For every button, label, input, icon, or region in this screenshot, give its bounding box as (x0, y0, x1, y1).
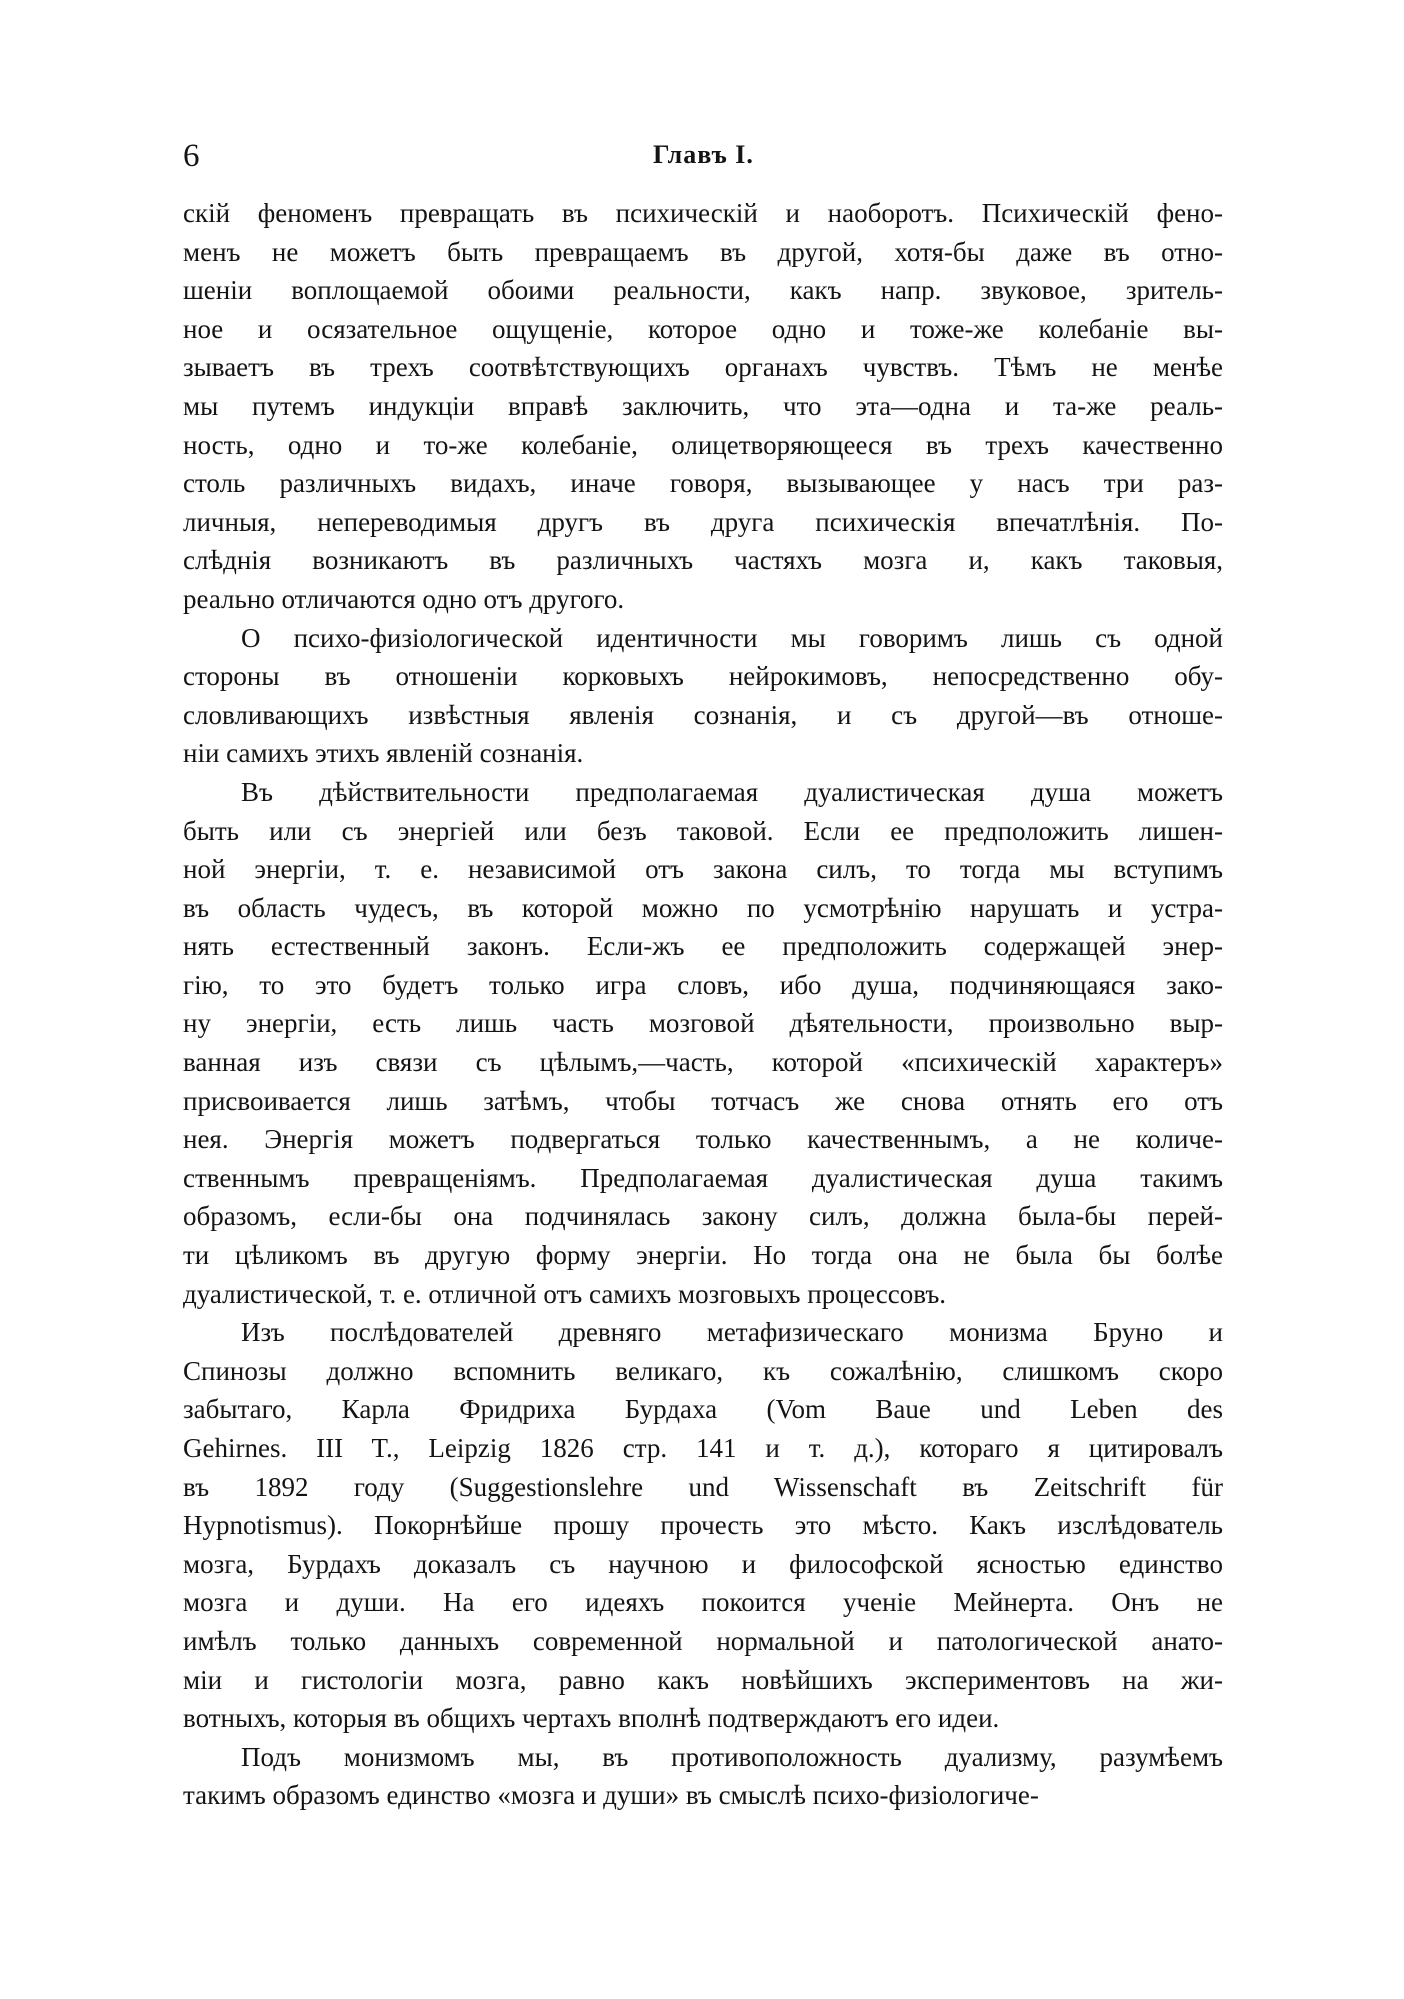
text-line: присвоивается лишь затѣмъ, чтобы тотчасъ же снова отнять его отъ (183, 1085, 1223, 1116)
text-line: ти цѣликомъ въ другую форму энергіи. Но тогда она не была бы болѣе (183, 1240, 1223, 1271)
text-line: въ 1892 году (Suggestionslehre und Wissenschaft въ Zeitschrift für (183, 1471, 1223, 1502)
text-line: мозга, Бурдахъ доказалъ съ научною и философской ясностью единство (183, 1548, 1223, 1579)
text-line: менъ не можетъ быть превращаемъ въ другой, хотя-бы даже въ отно- (183, 236, 1223, 267)
text-line: словливающихъ извѣстныя явленія сознанія, и съ другой—въ отноше- (183, 699, 1223, 730)
text-line: скій феноменъ превращать въ психическій и наоборотъ. Психическій фено- (183, 198, 1223, 228)
page-header (183, 130, 1223, 180)
text-line: ванная изъ связи съ цѣлымъ,—часть, которой «психическій характеръ» (183, 1047, 1223, 1078)
body-text (183, 194, 1223, 1815)
text-line: вотныхъ, которыя въ общихъ чертахъ вполнѣ подтверждаютъ его идеи. (183, 1703, 1000, 1734)
text-line: Спинозы должно вспомнить великаго, къ сожалѣнію, слишкомъ скоро (183, 1355, 1223, 1386)
text-line: Hypnotismus). Покорнѣйше прошу прочесть это мѣсто. Какъ изслѣдователь (183, 1510, 1223, 1541)
text-line: мы путемъ индукціи вправѣ заключить, что эта—одна и та-же реаль- (183, 390, 1223, 421)
text-line: имѣлъ только данныхъ современной нормальной и патологической анато- (183, 1625, 1223, 1656)
text-line: ніи самихъ этихъ явленій сознанія. (183, 738, 584, 769)
text-line: Въ дѣйствительности предполагаемая дуалистическая душа можетъ (241, 776, 1223, 807)
text-line: Подъ монизмомъ мы, въ противоположность дуализму, разумѣемъ (241, 1741, 1223, 1772)
page-number: 6 (183, 138, 200, 174)
text-line: образомъ, если-бы она подчинялась закону силъ, должна была-бы перей- (183, 1201, 1223, 1232)
text-line: ственнымъ превращеніямъ. Предполагаемая дуалистическая душа такимъ (183, 1162, 1223, 1193)
text-line: ное и осязательное ощущеніе, которое одно и тоже-же колебаніе вы- (183, 313, 1223, 344)
text-line: Изъ послѣдователей древняго метафизическаго монизма Бруно и (241, 1317, 1223, 1348)
text-line: столь различныхъ видахъ, иначе говоря, вызывающее у насъ три раз- (183, 468, 1223, 499)
text-line: міи и гистологіи мозга, равно какъ новѣйшихъ экспериментовъ на жи- (183, 1664, 1223, 1695)
paragraph (183, 1738, 1223, 1815)
text-line: реально отличаются одно отъ другого. (183, 583, 625, 614)
text-line: личныя, непереводимыя другъ въ друга психическія впечатлѣнія. По- (183, 506, 1223, 537)
text-line: ной энергіи, т. е. независимой отъ закона силъ, то тогда мы вступимъ (183, 854, 1223, 885)
text-line: зываетъ въ трехъ соотвѣтствующихъ органахъ чувствъ. Тѣмъ не менѣе (183, 352, 1223, 383)
text-line: гію, то это будетъ только игра словъ, ибо душа, подчиняющаяся зако- (183, 969, 1223, 1000)
text-line: въ область чудесъ, въ которой можно по усмотрѣнію нарушать и устра- (183, 892, 1223, 923)
text-line: слѣднія возникаютъ въ различныхъ частяхъ мозга и, какъ таковыя, (183, 545, 1223, 576)
text-line: ну энергіи, есть лишь часть мозговой дѣятельности, произвольно выр- (183, 1008, 1223, 1039)
text-line: такимъ образомъ единство «мозга и души» въ смыслѣ психо-физіологиче- (183, 1780, 1039, 1811)
text-line: нять естественный законъ. Если-жъ ее предположить содержащей энер- (183, 931, 1223, 962)
paragraph (183, 1313, 1223, 1738)
text-line: дуалистической, т. е. отличной отъ самихъ мозговыхъ процессовъ. (183, 1278, 947, 1309)
text-line: Gehirnes. III T., Leipzig 1826 стр. 141 и т. д.), котораго я цитировалъ (183, 1433, 1223, 1463)
paragraph (183, 619, 1223, 773)
text-line: нея. Энергія можетъ подвергаться только качественнымъ, а не количе- (183, 1124, 1223, 1155)
paragraph (183, 194, 1223, 619)
paragraph (183, 773, 1223, 1313)
text-line: забытаго, Карла Фридриха Бурдаха (Vom Baue und Leben des (183, 1394, 1223, 1425)
text-line: быть или съ энергіей или безъ таковой. Если ее предположить лишен- (183, 815, 1223, 846)
text-line: О психо-физіологической идентичности мы говоримъ лишь съ одной (241, 622, 1223, 653)
text-line: стороны въ отношеніи корковыхъ нейрокимовъ, непосредственно обу- (183, 661, 1223, 692)
text-line: мозга и души. На его идеяхъ покоится ученіе Мейнерта. Онъ не (183, 1587, 1223, 1618)
running-head: Главъ I. (653, 140, 754, 169)
text-line: ность, одно и то-же колебаніе, олицетворяющееся въ трехъ качественно (183, 429, 1223, 460)
text-line: шеніи воплощаемой обоими реальности, какъ напр. звуковое, зритель- (183, 275, 1223, 306)
